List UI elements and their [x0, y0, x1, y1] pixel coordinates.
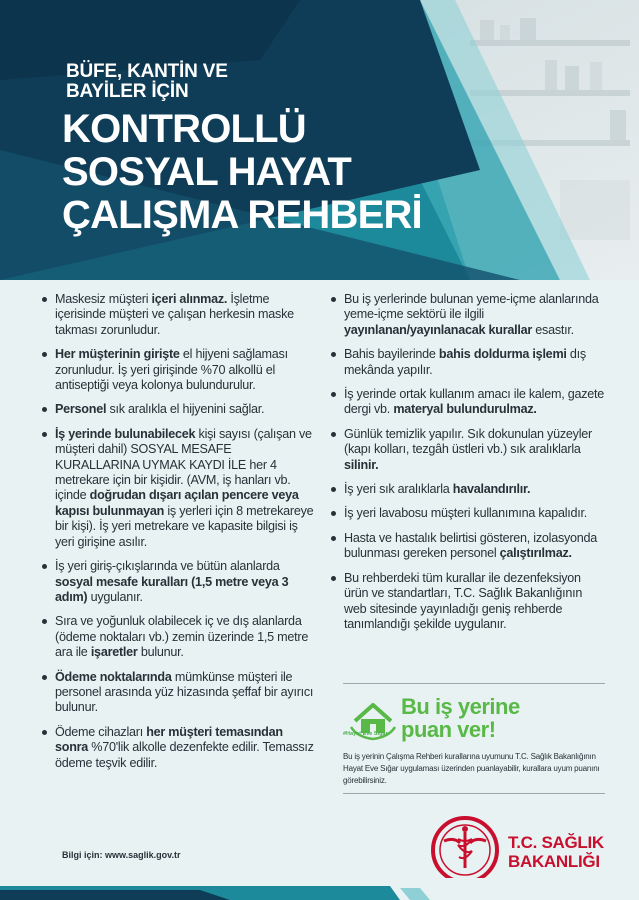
- title-line: ÇALIŞMA REHBERİ: [62, 193, 422, 237]
- subtitle-line: BÜFE, KANTİN VE: [66, 61, 228, 82]
- rule-text: dış mekânda yapılır.: [344, 347, 586, 377]
- rating-badge: [343, 683, 605, 795]
- ministry-emblem-icon: [430, 815, 500, 885]
- rule-text: İş yeri sık aralıklarla: [344, 482, 453, 497]
- rule-item: [42, 725, 316, 771]
- rule-item: [42, 559, 316, 605]
- title-line: KONTROLLÜ: [62, 107, 306, 151]
- badge-logo-text: #Hayat Eve Sığar: [343, 731, 388, 737]
- rule-text: İşletme içerisinde müşteri ve çalışan herkesin maske takması zorunludur.: [55, 292, 294, 337]
- rule-text-bold: işaretler: [90, 645, 138, 660]
- ministry-name-line: T.C. SAĞLIK: [508, 833, 604, 852]
- rule-text: İş yerinde ortak kullanım amacı ile kalem, gazete dergi vb.: [344, 387, 605, 417]
- rule-text-bold: her müşteri temasından sonra: [55, 724, 283, 755]
- rule-text-bold: Her müşterinin girişte: [55, 347, 180, 362]
- footer-stripe: [0, 878, 639, 900]
- rule-text-bold: sosyal mesafe kuralları (1,5 metre veya 3 adım): [55, 574, 289, 604]
- rule-item: [331, 571, 605, 633]
- rule-text: Günlük temizlik yapılır. Sık dokunulan yüzeyler (kapı kolları, tezgâh üstleri vb.) sık aralıklarla: [344, 426, 592, 457]
- rule-text: Maskesiz müşteri: [55, 292, 152, 306]
- rule-item: [42, 292, 316, 338]
- rule-text: Ödeme cihazları: [55, 724, 147, 739]
- rule-item: [331, 387, 605, 418]
- rule-text: Sıra ve yoğunluk olabilecek iç ve dış alanlarda (ödeme noktaları vb.) zemin üzerinde 1,5 metre ara ile: [55, 614, 309, 660]
- badge-description: Bu iş yerinin Çalışma Rehberi kurallarına uyumunu T.C. Sağlık Bakanlığının Hayat Eve Sığar uygulaması üzerinden puanlayabilir, kurallara uyum puanını görebilirsiniz.: [343, 752, 600, 785]
- rule-text: bulunur.: [137, 645, 184, 660]
- rule-text: İş yeri giriş-çıkışlarında ve bütün alanlarda: [55, 559, 280, 574]
- rule-text: Hasta ve hastalık belirtisi gösteren, izolasyonda bulunması gereken personel: [344, 530, 598, 561]
- rule-item: [331, 292, 605, 338]
- rule-item: [42, 670, 316, 716]
- rule-item: [42, 402, 316, 417]
- rule-item: [331, 482, 605, 497]
- divider: [343, 793, 605, 794]
- subtitle-line: BAYİLER İÇİN: [66, 81, 189, 102]
- rule-text-bold: Ödeme noktalarında: [55, 669, 172, 684]
- rule-text-bold: içeri alınmaz.: [151, 292, 228, 306]
- rules-list-left: [42, 292, 316, 780]
- divider: [343, 683, 605, 684]
- rule-text-bold: çalıştırılmaz.: [499, 546, 572, 561]
- badge-title-line: puan ver!: [401, 717, 496, 742]
- rule-text: Bahis bayilerinde: [344, 347, 439, 362]
- rules-list-right: [331, 292, 605, 641]
- ministry-name-line: BAKANLIĞI: [508, 852, 600, 871]
- header-subtitle: [66, 62, 228, 102]
- rule-item: [331, 347, 605, 378]
- rule-text-bold: havalandırılır.: [452, 482, 531, 497]
- rule-text: uygulanır.: [87, 589, 143, 604]
- rule-text: iş yerleri için 8 metrekareye bir kişi). İş yeri metrekare ve kapasite bilgisi iş yeri girişine asılır.: [55, 503, 314, 549]
- rule-text: İş yeri lavabosu müşteri kullanımına kapalıdır.: [344, 506, 588, 521]
- rule-item: [42, 427, 316, 550]
- rule-item: [331, 506, 605, 521]
- rule-item: [42, 614, 316, 660]
- ministry-name: [508, 833, 604, 871]
- rule-text: kişi sayısı (çalışan ve müşteri dahil) SOSYAL MESAFE KURALLARINA UYMAK KAYDI İLE her 4 metrekare için bir kişidir. (AVM, iş hanları vb. içinde: [55, 426, 312, 503]
- info-link[interactable]: Bilgi için: www.saglik.gov.tr: [62, 850, 181, 860]
- rule-item: [331, 427, 605, 473]
- rule-text: Bu rehberdeki tüm kurallar ile dezenfeksiyon ürün ve standartları, T.C. Sağlık Bakanlığının web sitesinde yayınladığı geniş rehberde tanımlandığı şekilde uygulanır.: [344, 570, 583, 631]
- rule-item: [42, 347, 316, 393]
- rule-item: [331, 531, 605, 562]
- badge-title: [401, 695, 520, 741]
- rule-text-bold: İş yerinde bulunabilecek: [55, 426, 196, 441]
- rule-text: Bu iş yerlerinde bulunan yeme-içme alanlarında yeme-içme sektörü ile ilgili: [344, 292, 599, 322]
- rule-text-bold: yayınlanan/yayınlanacak kurallar: [344, 322, 533, 337]
- rule-text: el hijyeni sağlaması zorunludur. İş yeri girişinde %70 alkollü el antiseptiği veya kolonya bulundurulur.: [55, 347, 288, 393]
- rule-text-bold: silinir.: [344, 457, 379, 472]
- rule-text-bold: doğrudan dışarı açılan pencere veya kapısı bulunmayan: [55, 488, 299, 518]
- ministry-logo: [430, 815, 610, 885]
- rule-text: sık aralıkla el hijyenini sağlar.: [106, 402, 265, 417]
- badge-title-line: Bu iş yerine: [401, 694, 520, 719]
- header-banner: [0, 0, 639, 280]
- rule-text-bold: Personel: [55, 402, 107, 417]
- rule-text: %70'lik alkolle dezenfekte edilir. Temassız ödeme teşvik edilir.: [55, 740, 314, 770]
- page-title: [62, 108, 422, 237]
- title-line: SOSYAL HAYAT: [62, 150, 352, 194]
- rule-text: mümkünse müşteri ile personel arasında yüz hizasında şeffaf bir ayırıcı bulunur.: [55, 669, 314, 715]
- rule-text-bold: bahis doldurma işlemi: [438, 347, 567, 362]
- rule-text-bold: materyal bulundurulmaz.: [393, 402, 537, 417]
- rule-text: esastır.: [532, 322, 574, 337]
